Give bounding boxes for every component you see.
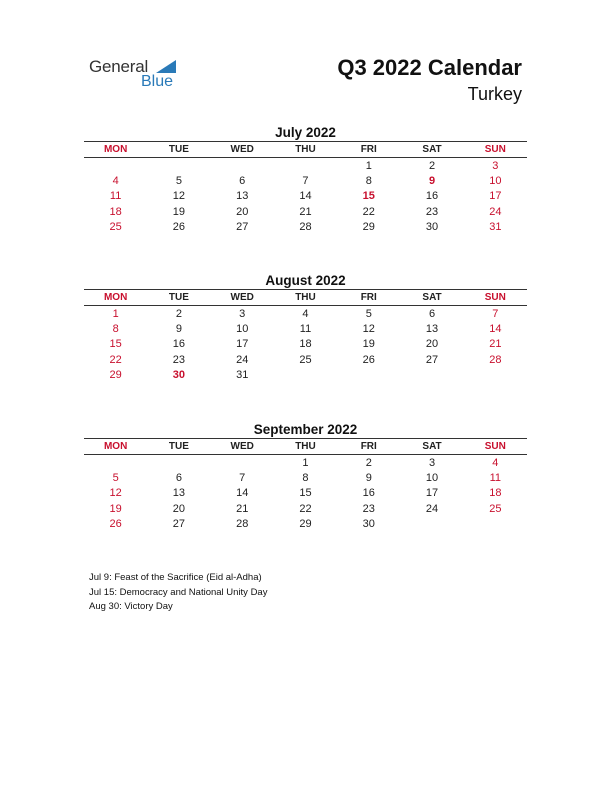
weekday-label-fri: FRI (360, 441, 377, 452)
month-title: July 2022 (275, 125, 336, 140)
day-cell: 29 (299, 518, 312, 531)
day-cell: 22 (299, 502, 312, 515)
day-cell: 17 (489, 190, 502, 203)
day-cell: 16 (362, 487, 375, 500)
day-cell: 23 (172, 353, 186, 366)
day-cell: 25 (109, 221, 122, 234)
weekday-label-fri: FRI (360, 292, 377, 303)
week-row (84, 352, 527, 367)
day-cell: 17 (236, 338, 249, 351)
day-cell: 8 (365, 175, 372, 188)
week-row (84, 368, 527, 383)
weekday-header (84, 438, 527, 455)
day-cell: 3 (492, 159, 499, 172)
day-cell: 21 (236, 502, 249, 515)
day-cell: 15 (299, 487, 312, 500)
day-cell: 6 (428, 307, 436, 320)
page-title: Q3 2022 Calendar (337, 55, 522, 80)
day-cell: 18 (299, 338, 312, 351)
weekday-label-sun: SUN (484, 292, 506, 303)
day-cell: 6 (175, 472, 182, 485)
day-cell: 19 (172, 205, 186, 218)
day-cell: 26 (172, 221, 186, 234)
day-cell: 24 (236, 353, 249, 366)
day-cell: 3 (239, 307, 246, 320)
day-cell: 15 (109, 338, 122, 351)
weekday-label-thu: THU (295, 144, 316, 155)
day-cell: 16 (172, 338, 186, 351)
day-cell: 8 (112, 323, 119, 336)
day-cell: 10 (489, 175, 502, 188)
day-cell: 1 (302, 456, 309, 469)
day-cell: 5 (365, 307, 372, 320)
logo-text-blue: Blue (141, 73, 174, 90)
week-row (84, 220, 527, 235)
day-cell: 25 (489, 502, 502, 515)
weekday-label-sat: SAT (422, 441, 442, 452)
day-cell: 28 (489, 353, 502, 366)
day-cell: 12 (172, 190, 186, 203)
day-cell: 14 (489, 323, 502, 336)
day-cell: 21 (489, 338, 502, 351)
day-cell: 20 (425, 338, 439, 351)
day-cell: 19 (362, 338, 375, 351)
day-cell: 30 (362, 518, 375, 531)
day-cell: 27 (425, 353, 439, 366)
week-row (84, 306, 527, 321)
day-cell: 27 (236, 221, 249, 234)
weekday-header (84, 289, 527, 306)
day-grid (84, 455, 527, 532)
weekday-label-thu: THU (295, 441, 316, 452)
day-cell: 1 (365, 159, 372, 172)
day-cell: 19 (109, 502, 122, 515)
day-cell: 13 (425, 323, 439, 336)
day-cell: 23 (362, 502, 375, 515)
day-cell: 3 (428, 456, 436, 469)
day-cell: 7 (239, 472, 246, 485)
weekday-label-wed: WED (230, 441, 254, 452)
day-cell: 28 (236, 518, 249, 531)
day-cell: 20 (236, 205, 249, 218)
day-cell: 12 (362, 323, 375, 336)
week-row (84, 486, 527, 501)
weekday-header (84, 141, 527, 158)
day-cell: 20 (172, 502, 186, 515)
generalblue-logo (89, 57, 199, 97)
day-cell: 5 (175, 175, 182, 188)
weekday-label-tue: TUE (168, 292, 189, 303)
day-cell: 9 (175, 323, 182, 336)
day-cell: 11 (109, 190, 122, 203)
weekday-label-sat: SAT (422, 144, 442, 155)
day-cell: 14 (299, 190, 312, 203)
month-block-august (84, 272, 527, 383)
weekday-label-wed: WED (230, 144, 254, 155)
month-title: September 2022 (253, 422, 358, 437)
day-grid (84, 306, 527, 383)
day-cell: 22 (109, 353, 122, 366)
day-cell: 4 (492, 456, 499, 469)
day-cell: 17 (425, 487, 439, 500)
day-cell: 18 (489, 487, 502, 500)
day-cell: 6 (239, 175, 246, 188)
logo-text-general: General (89, 57, 149, 76)
weekday-label-sun: SUN (484, 441, 506, 452)
day-cell: 31 (236, 369, 249, 382)
day-cell: 31 (489, 221, 502, 234)
day-cell: 22 (362, 205, 375, 218)
day-cell: 9 (428, 175, 436, 188)
week-row (84, 455, 527, 470)
day-cell: 23 (425, 205, 439, 218)
day-cell: 7 (302, 175, 309, 188)
day-cell: 29 (362, 221, 375, 234)
week-row (84, 173, 527, 188)
country-subtitle: Turkey (467, 84, 522, 104)
day-cell: 13 (172, 487, 186, 500)
weekday-label-mon: MON (103, 292, 128, 303)
holiday-notes (89, 571, 267, 615)
day-cell: 14 (236, 487, 249, 500)
holiday-note: Aug 30: Victory Day (89, 601, 173, 612)
weekday-label-thu: THU (295, 292, 316, 303)
holiday-note: Jul 9: Feast of the Sacrifice (Eid al-Adha) (89, 572, 262, 583)
day-cell: 2 (365, 456, 372, 469)
day-cell: 26 (109, 518, 122, 531)
week-row (84, 337, 527, 352)
day-cell: 24 (489, 205, 502, 218)
day-cell: 11 (489, 472, 502, 485)
week-row (84, 204, 527, 219)
day-cell: 26 (362, 353, 375, 366)
day-cell: 2 (428, 159, 436, 172)
weekday-label-tue: TUE (168, 441, 189, 452)
day-cell: 30 (172, 369, 186, 382)
week-row (84, 501, 527, 516)
day-cell: 21 (299, 205, 312, 218)
day-cell: 1 (112, 307, 119, 320)
day-cell: 15 (362, 190, 375, 203)
day-cell: 30 (425, 221, 439, 234)
day-cell: 2 (175, 307, 182, 320)
logo-triangle-icon (156, 60, 176, 73)
day-cell: 27 (172, 518, 186, 531)
weekday-label-mon: MON (103, 144, 128, 155)
day-cell: 18 (109, 205, 122, 218)
weekday-label-fri: FRI (360, 144, 377, 155)
day-cell: 13 (236, 190, 249, 203)
day-cell: 25 (299, 353, 312, 366)
day-cell: 16 (425, 190, 439, 203)
day-cell: 24 (425, 502, 439, 515)
week-row (84, 470, 527, 485)
month-title: August 2022 (265, 273, 346, 288)
week-row (84, 189, 527, 204)
weekday-label-sat: SAT (422, 292, 442, 303)
day-cell: 9 (365, 472, 372, 485)
weekday-label-wed: WED (230, 292, 254, 303)
week-row (84, 158, 527, 173)
day-cell: 7 (492, 307, 499, 320)
day-cell: 11 (299, 323, 312, 336)
weekday-label-sun: SUN (484, 144, 506, 155)
week-row (84, 321, 527, 336)
day-grid (84, 158, 527, 235)
day-cell: 12 (109, 487, 122, 500)
holiday-note: Jul 15: Democracy and National Unity Day (89, 586, 268, 598)
day-cell: 8 (302, 472, 309, 485)
weekday-label-mon: MON (103, 441, 128, 452)
day-cell: 5 (112, 472, 119, 485)
week-row (84, 517, 527, 532)
day-cell: 10 (236, 323, 249, 336)
day-cell: 4 (302, 307, 309, 320)
day-cell: 29 (109, 369, 122, 382)
day-cell: 10 (425, 472, 439, 485)
month-block-july (84, 124, 527, 235)
month-block-september (84, 421, 527, 532)
weekday-label-tue: TUE (168, 144, 189, 155)
day-cell: 28 (299, 221, 312, 234)
day-cell: 4 (112, 175, 119, 188)
